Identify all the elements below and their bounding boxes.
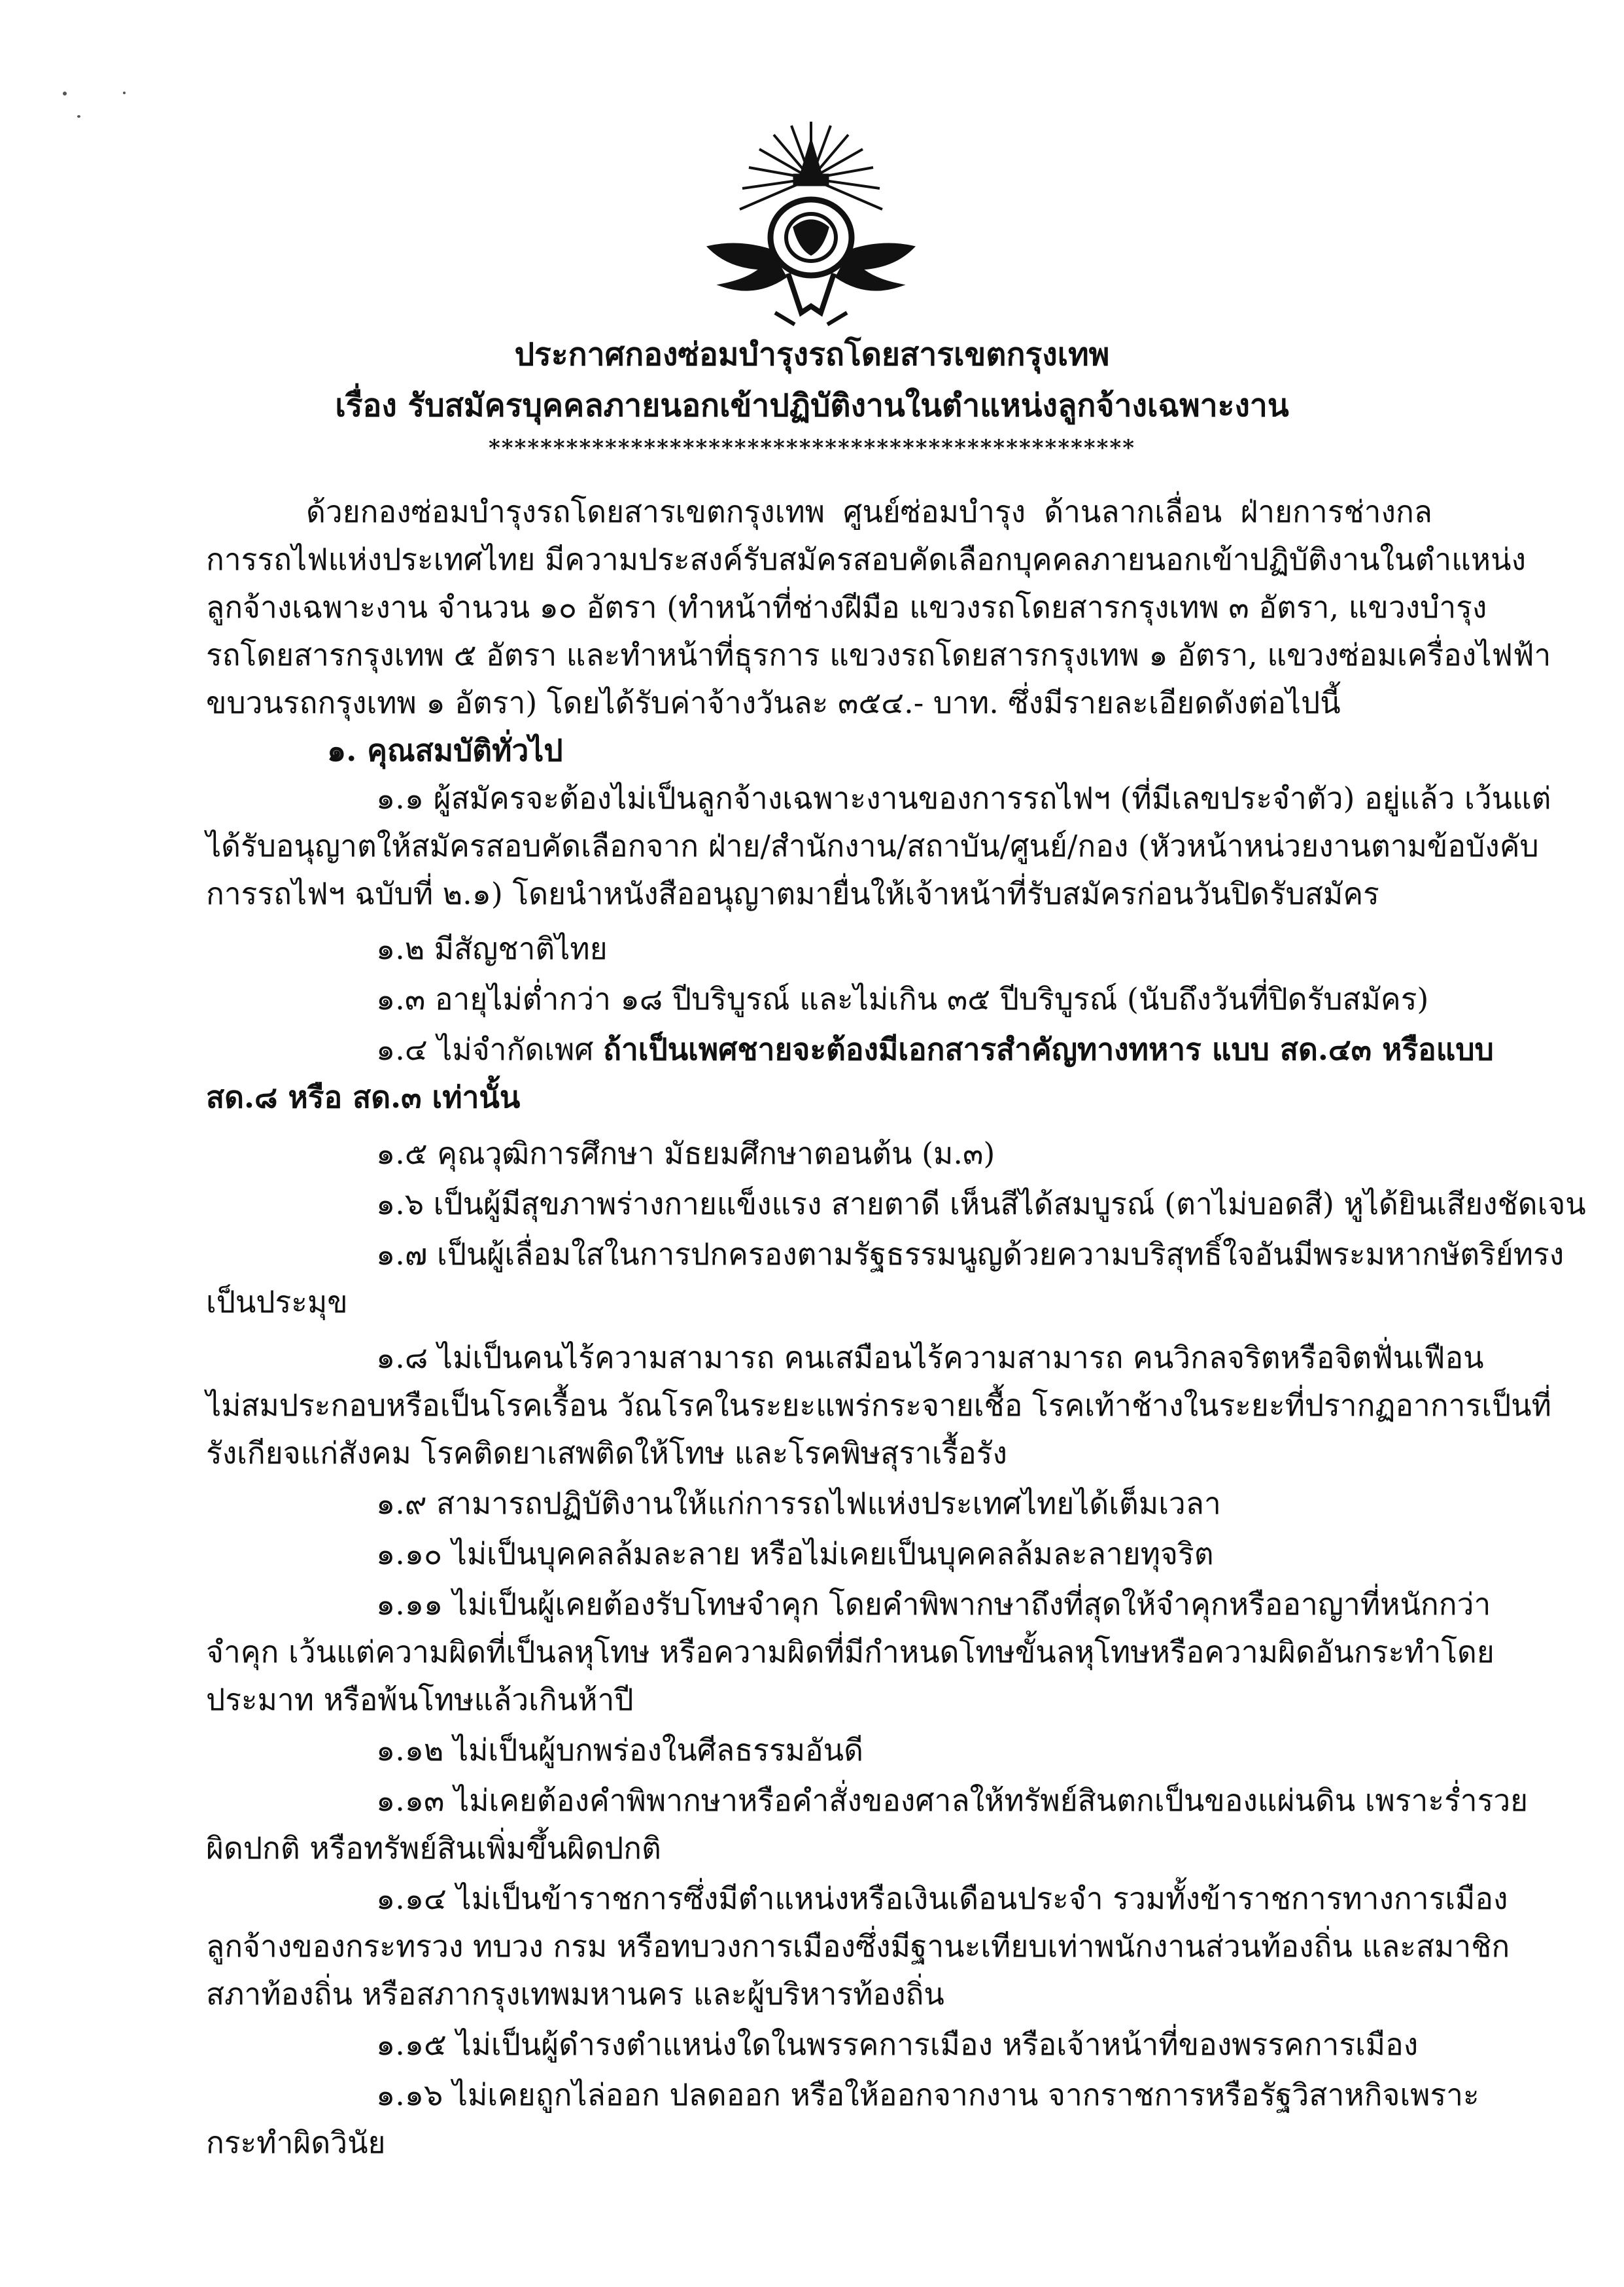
clause-1-10: ๑.๑๐ ไม่เป็นบุคคลล้มละลาย หรือไม่เคยเป็นบุคคลล้มละลายทุจริต [376, 1536, 1214, 1571]
clause-1-4 [376, 1030, 1494, 1069]
clause-1-7: ๑.๗ เป็นผู้เลื่อมใสในการปกครองตามรัฐธรรมนูญด้วยความบริสุทธิ์ใจอันมีพระมหากษัตริย์ทรง [376, 1236, 1564, 1272]
scan-speck [77, 115, 80, 118]
clause-1-1: ได้รับอนุญาตให้สมัครสอบคัดเลือกจาก ฝ่าย/สำนักงาน/สถาบัน/ศูนย์/กอง (หัวหน้าหน่วยงานตามข้อบังคับ [206, 828, 1539, 864]
section-heading: ๑. คุณสมบัติทั่วไป [327, 733, 563, 768]
clause-1-16: กระทำผิดวินัย [206, 2125, 386, 2160]
clause-1-2: ๑.๒ มีสัญชาติไทย [376, 931, 608, 966]
clause-1-1: ๑.๑ ผู้สมัครจะต้องไม่เป็นลูกจ้างเฉพาะงานของการรถไฟฯ (ที่มีเลขประจำตัว) อยู่แล้ว เว้นแต่ [376, 780, 1551, 816]
title-separator: ************************************************** [488, 435, 1135, 461]
clause-1-11: ประมาท หรือพ้นโทษแล้วเกินห้าปี [206, 1682, 634, 1717]
intro-line: ขบวนรถกรุงเทพ ๑ อัตรา) โดยได้รับค่าจ้างวันละ ๓๕๔.- บาท. ซึ่งมีรายละเอียดดังต่อไปนี้ [206, 685, 1341, 720]
clause-1-13: ผิดปกติ หรือทรัพย์สินเพิ่มขึ้นผิดปกติ [206, 1830, 661, 1866]
announcement-title: ประกาศกองซ่อมบำรุงรถโดยสารเขตกรุงเทพ [514, 336, 1110, 373]
intro-line: การรถไฟแห่งประเทศไทย มีความประสงค์รับสมัครสอบคัดเลือกบุคคลภายนอกเข้าปฏิบัติงานในตำแหน่ง [206, 542, 1527, 577]
clause-1-4-emphasis: ถ้าเป็นเพศชายจะต้องมีเอกสารสำคัญทางทหาร แบบ สด.๔๓ หรือแบบ [603, 1032, 1494, 1067]
clause-1-8: ไม่สมประกอบหรือเป็นโรคเรื้อน วัณโรคในระยะแพร่กระจายเชื้อ โรคเท้าช้างในระยะที่ปรากฏอาการเป็นที่ [206, 1388, 1551, 1423]
clause-1-7: เป็นประมุข [206, 1284, 348, 1319]
clause-1-3: ๑.๓ อายุไม่ต่ำกว่า ๑๘ ปีบริบูรณ์ และไม่เกิน ๓๕ ปีบริบูรณ์ (นับถึงวันที่ปิดรับสมัคร) [376, 981, 1429, 1017]
clause-1-12: ๑.๑๒ ไม่เป็นผู้บกพร่องในศีลธรรมอันดี [376, 1732, 863, 1768]
clause-1-15: ๑.๑๕ ไม่เป็นผู้ดำรงตำแหน่งใดในพรรคการเมือง หรือเจ้าหน้าที่ของพรรคการเมือง [376, 2027, 1419, 2062]
srt-royal-emblem-icon [703, 116, 919, 329]
clause-1-8: รังเกียจแก่สังคม โรคติดยาเสพติดให้โทษ และโรคพิษสุราเรื้อรัง [206, 1435, 1007, 1471]
clause-1-11: จำคุก เว้นแต่ความผิดที่เป็นลหุโทษ หรือความผิดที่มีกำหนดโทษขั้นลหุโทษหรือความผิดอันกระทำโดย [206, 1634, 1494, 1669]
clause-1-6: ๑.๖ เป็นผู้มีสุขภาพร่างกายแข็งแรง สายตาดี เห็นสีได้สมบูรณ์ (ตาไม่บอดสี) หูได้ยินเสียงชัดเจน [376, 1186, 1586, 1221]
scan-speck [123, 92, 126, 94]
clause-1-14: สภาท้องถิ่น หรือสภากรุงเทพมหานคร และผู้บริหารท้องถิ่น [206, 1976, 944, 2012]
clause-1-14: ๑.๑๔ ไม่เป็นข้าราชการซึ่งมีตำแหน่งหรือเงินเดือนประจำ รวมทั้งข้าราชการทางการเมือง [376, 1881, 1508, 1916]
intro-line: ด้วยกองซ่อมบำรุงรถโดยสารเขตกรุงเทพ ศูนย์ซ่อมบำรุง ด้านลากเลื่อน ฝ่ายการช่างกล [306, 494, 1432, 529]
intro-line: รถโดยสารกรุงเทพ ๕ อัตรา และทำหน้าที่ธุรการ แขวงรถโดยสารกรุงเทพ ๑ อัตรา, แขวงซ่อมเครื่องไฟฟ้า [206, 637, 1551, 672]
announcement-subject: เรื่อง รับสมัครบุคคลภายนอกเข้าปฏิบัติงานในตำแหน่งลูกจ้างเฉพาะงาน [335, 387, 1289, 424]
clause-1-5: ๑.๕ คุณวุฒิการศึกษา มัธยมศึกษาตอนต้น (ม.๓) [376, 1136, 995, 1171]
intro-line: ลูกจ้างเฉพาะงาน จำนวน ๑๐ อัตรา (ทำหน้าที่ช่างฝีมือ แขวงรถโดยสารกรุงเทพ ๓ อัตรา, แขวงบำรุง [206, 589, 1487, 625]
clause-1-4-continuation: สด.๘ หรือ สด.๓ เท่านั้น [206, 1079, 521, 1115]
clause-1-4-prefix: ๑.๔ ไม่จำกัดเพศ [376, 1032, 604, 1067]
clause-1-11: ๑.๑๑ ไม่เป็นผู้เคยต้องรับโทษจำคุก โดยคำพิพากษาถึงที่สุดให้จำคุกหรืออาญาที่หนักกว่า [376, 1586, 1491, 1622]
clause-1-1: การรถไฟฯ ฉบับที่ ๒.๑) โดยนำหนังสืออนุญาตมายื่นให้เจ้าหน้าที่รับสมัครก่อนวันปิดรับสมัคร [206, 876, 1379, 911]
clause-1-9: ๑.๙ สามารถปฏิบัติงานให้แก่การรถไฟแห่งประเทศไทยได้เต็มเวลา [376, 1486, 1221, 1521]
clause-1-14: ลูกจ้างของกระทรวง ทบวง กรม หรือทบวงการเมืองซึ่งมีฐานะเทียบเท่าพนักงานส่วนท้องถิ่น และสมาชิก [206, 1929, 1510, 1964]
clause-1-8: ๑.๘ ไม่เป็นคนไร้ความสามารถ คนเสมือนไร้ความสามารถ คนวิกลจริตหรือจิตฟั่นเฟือน [376, 1340, 1484, 1375]
clause-1-13: ๑.๑๓ ไม่เคยต้องคำพิพากษาหรือคำสั่งของศาลให้ทรัพย์สินตกเป็นของแผ่นดิน เพราะร่ำรวย [376, 1783, 1529, 1818]
scan-speck [63, 92, 67, 96]
clause-1-16: ๑.๑๖ ไม่เคยถูกไล่ออก ปลดออก หรือให้ออกจากงาน จากราชการหรือรัฐวิสาหกิจเพราะ [376, 2077, 1479, 2112]
